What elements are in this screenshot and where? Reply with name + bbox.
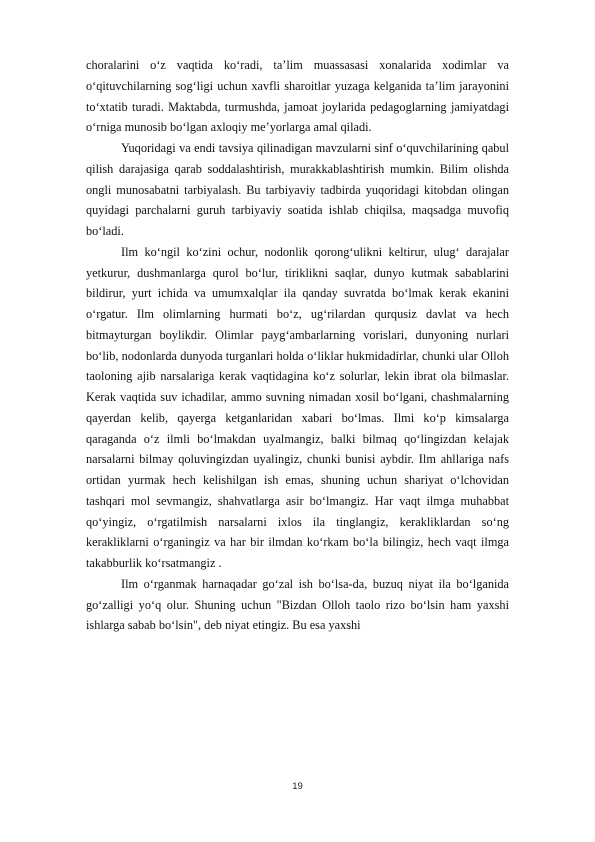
body-text (86, 55, 509, 636)
paragraph-2: Yuqoridagi va endi tavsiya qilinadigan mavzularni sinf o‘quvchilarining qabul qilish darajasiga qarab soddalashtirish, murakkablashtirish mumkin. Bilim olishda ongli munosabatni tarbiyalash. Bu tarbiyaviy tadbirda yuqoridagi kitobdan olingan quyidagi parchalarni guruh tarbiyaviy soatida ishlab chiqilsa, maqsadga muvofiq bo‘ladi. (86, 141, 509, 238)
page-number: 19 (292, 781, 303, 792)
paragraph-1: choralarini o‘z vaqtida ko‘radi, ta’lim muassasasi xonalarida xodimlar va o‘qituvchilarning sog‘ligi uchun xavfli sharoitlar yuzaga kelganida ta’lim jarayonini to‘xtatib turadi. Maktabda, turmushda, jamoat joylarida pedagoglarning jamiyatdagi o‘rniga munosib bo‘lgan axloqiy me’yorlarga amal qiladi. (86, 58, 509, 135)
paragraph-3: Ilm ko‘ngil ko‘zini ochur, nodonlik qorong‘ulikni keltirur, ulug‘ darajalar yetkurur, dushmanlarga qurol bo‘lur, tiriklikni saqlar, dunyo kutmak sabablarini bildirur, yurt ichida va umumxalqlar ila qanday suvratda bo‘lmak kerak ekanini o‘rgatur. Ilm olimlarning hurmati bo‘z, ug‘rilardan qurqusiz davlat va hech bitmayturgan boylikdir. Olimlar payg‘ambarlarning vorislari, dunyoning nurlari bo‘lib, nodonlarda dunyoda turganlari holda o‘liklar hukmidadirlar, chunki ular Olloh taoloning ajib narsalariga kerak vaqtidagina ko‘z solurlar, lekin ibrat ola bilmaslar. Kerak vaqtida suv ichadilar, ammo suvning nimadan xosil bo‘lgani, chashmalarning qayerdan kelib, qayerga ketganlaridan xabari bo‘lmas. Ilmi ko‘p kimsalarga qaraganda o‘z ilmli bo‘lmakdan uyalmangiz, balki bilmaq qo‘lingizdan kelajak narsalarni bilmay qoluvingizdan uyalingiz, chunki bunisi aybdir. Ilm ahllariga nafs ortidan yurmak hech kelishilgan ish emas, shuning uchun shariyat o‘lchovidan tashqari mol sevmangiz, shahvatlarga asir bo‘lmangiz. Har vaqt ilmga muhabbat qo‘yingiz, o‘rgatilmish narsalarni ixlos ila tinglangiz, kerakliklardan so‘ng kerakliklarni o‘rganingiz va har bir ilmdan ko‘rkam bo‘la bilingiz, hech vaqt ilmga takabburlik ko‘rsatmangiz . (86, 244, 509, 570)
paragraph-4: Ilm o‘rganmak harnaqadar go‘zal ish bo‘lsa-da, buzuq niyat ila bo‘lganida go‘zalligi yo‘q olur. Shuning uchun "Bizdan Olloh taolo rizo bo‘lsin ham yaxshi ishlarga sabab bo‘lsin", deb niyat etingiz. Bu esa yaxshi (86, 576, 509, 633)
